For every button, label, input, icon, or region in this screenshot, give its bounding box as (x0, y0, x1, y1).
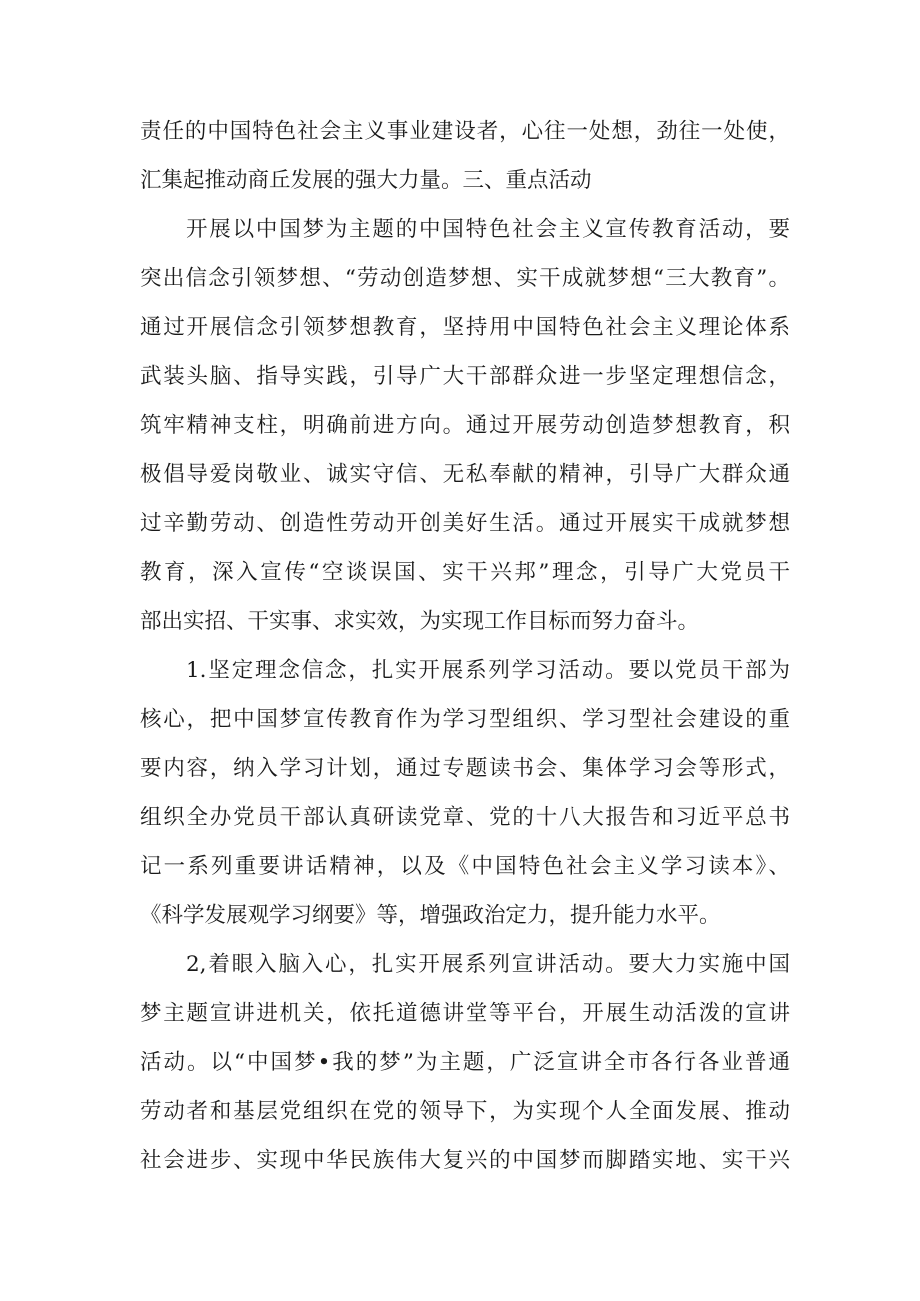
text-line: 核心，把中国梦宣传教育作为学习型组织、学习型社会建设的重 (140, 707, 790, 732)
text-line: 劳动者和基层党组织在党的领导下，为实现个人全面发展、推动 (140, 1099, 790, 1124)
text-line: 社会进步、实现中华民族伟大复兴的中国梦而脚踏实地、实干兴 (140, 1148, 790, 1173)
text-line: 极倡导爱岗敬业、诚实守信、无私奉献的精神，引导广大群众通 (140, 462, 790, 487)
text-line: 部出实招、干实事、求实效，为实现工作目标而努力奋斗。 (140, 609, 700, 634)
text-line: 筑牢精神支柱，明确前进方向。通过开展劳动创造梦想教育，积 (140, 413, 790, 438)
paragraph-start-line: 1.坚定理念信念，扎实开展系列学习活动。要以党员干部为 (186, 658, 790, 683)
paragraph-start-line: 开展以中国梦为主题的中国特色社会主义宣传教育活动，要 (186, 217, 790, 242)
text-line: 突出信念引领梦想、“劳动创造梦想、实干成就梦想“三大教育”。 (140, 266, 790, 291)
text-line: 责任的中国特色社会主义事业建设者，心往一处想，劲往一处使， (140, 119, 790, 144)
text-line: 教育，深入宣传“空谈误国、实干兴邦”理念，引导广大党员干 (140, 560, 790, 585)
text-line: 记一系列重要讲话精神，以及《中国特色社会主义学习读本》、 (140, 854, 790, 879)
text-line: 梦主题宣讲进机关，依托道德讲堂等平台，开展生动活泼的宣讲 (140, 1001, 790, 1026)
text-line: 《科学发展观学习纲要》等，增强政治定力，提升能力水平。 (140, 903, 721, 928)
text-line: 组织全办党员干部认真研读党章、党的十八大报告和习近平总书 (140, 805, 790, 830)
text-line: 要内容，纳入学习计划，通过专题读书会、集体学习会等形式， (140, 756, 790, 781)
text-line: 汇集起推动商丘发展的强大力量。三、重点活动 (140, 168, 592, 193)
text-line: 活动。以“中国梦•我的梦”为主题，广泛宣讲全市各行各业普通 (140, 1050, 790, 1075)
text-line: 过辛勤劳动、创造性劳动开创美好生活。通过开展实干成就梦想 (140, 511, 790, 536)
text-line: 通过开展信念引领梦想教育，坚持用中国特色社会主义理论体系 (140, 315, 790, 340)
text-line: 武装头脑、指导实践，引导广大干部群众进一步坚定理想信念， (140, 364, 790, 389)
paragraph-start-line: 2,着眼入脑入心，扎实开展系列宣讲活动。要大力实施中国 (186, 952, 790, 977)
